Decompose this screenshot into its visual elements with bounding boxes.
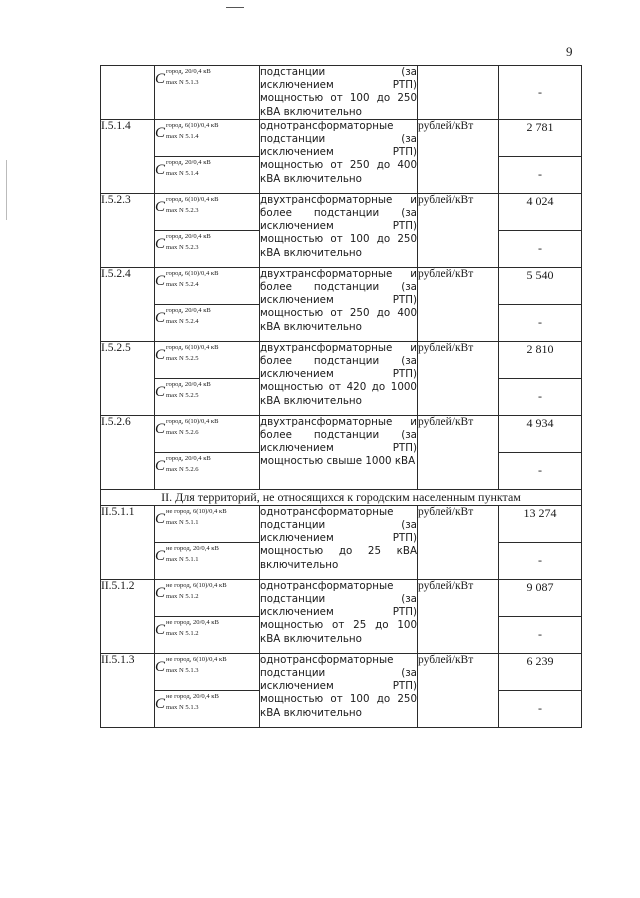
symbol-cell [155,690,260,727]
table-row [101,66,582,120]
row-code: I.5.2.5 [101,341,155,415]
symbol-cell [155,452,260,489]
tariff-symbol: C город, 20/0,4 кВ max N 5.2.4 [155,306,211,326]
value-cell: 13 274 [499,505,582,542]
tariff-symbol: C город, 6(10)/0,4 кВ max N 5.2.3 [155,195,219,215]
symbol-superscript: город, 20/0,4 кВ [166,68,211,75]
description-cell: подстанции (за исключением РТП) мощностью от 100 до 250 кВА включительно [260,66,417,118]
description-cell: однотрансформаторные подстанции (за исключением РТП) мощностью от 100 до 250 кВА включительно [260,653,418,727]
symbol-subscript: max N 5.2.4 [166,280,199,288]
table-row [101,579,582,616]
description-cell: однотрансформаторные подстанции (за исключением РТП) мощностью от 250 до 400 кВА включительно [260,119,418,193]
symbol-superscript: город, 20/0,4 кВ [166,380,211,388]
description-cell: двухтрансформаторные и более подстанции (за исключением РТП) мощностью от 420 до 1000 кВА включительно [260,341,418,415]
tariff-table [100,65,582,728]
tariff-symbol: C город, 20/0,4 кВ max N 5.2.5 [155,380,211,400]
tariff-symbol: C город, 6(10)/0,4 кВ max N 5.2.6 [155,417,219,437]
value-cell: 2 781 [499,119,582,156]
value-cell: 5 540 [499,267,582,304]
value-cell: - [499,542,582,579]
symbol-subscript: max N 5.1.4 [166,169,199,177]
symbol-cell [155,119,260,156]
tariff-symbol: C не город, 20/0,4 кВ max N 5.1.2 [155,618,219,638]
symbol-superscript: город, 20/0,4 кВ [166,232,211,240]
description-cell: двухтрансформаторные и более подстанции (за исключением РТП) мощностью от 100 до 250 кВА включительно [260,193,418,267]
symbol-cell [155,304,260,341]
symbol-subscript: max N 5.1.3 [166,666,199,674]
section-header-row [101,489,582,505]
row-code: II.5.1.2 [101,579,155,653]
symbol-superscript: город, 6(10)/0,4 кВ [166,417,219,425]
symbol-superscript: город, 6(10)/0,4 кВ [166,343,219,351]
page-number: 9 [566,44,573,59]
tariff-symbol: C не город, 6(10)/0,4 кВ max N 5.1.3 [155,655,227,675]
symbol-cell [155,267,260,304]
symbol-subscript: max N 5.1.3 [166,79,199,86]
unit-cell: рублей/кВт [418,341,499,415]
value-cell: - [499,156,582,193]
symbol-subscript: max N 5.1.2 [166,629,199,637]
symbol-cell [155,230,260,267]
value-cell: - [499,452,582,489]
symbol-subscript: max N 5.2.4 [166,317,199,325]
tariff-symbol: C город, 20/0,4 кВ max N 5.1.3 [155,68,211,87]
value-cell: - [499,690,582,727]
symbol-subscript: max N 5.1.3 [166,703,199,711]
symbol-subscript: max N 5.2.6 [166,465,199,473]
description-cell: однотрансформаторные подстанции (за исключением РТП) мощностью до 25 кВА включительно [260,505,418,579]
symbol-subscript: max N 5.1.4 [166,132,199,140]
unit-cell: рублей/кВт [418,267,499,341]
unit-cell: рублей/кВт [418,653,499,727]
tariff-symbol: C не город, 6(10)/0,4 кВ max N 5.1.1 [155,507,227,527]
symbol-cell [155,415,260,452]
symbol-cell [155,193,260,230]
tariff-symbol: C город, 20/0,4 кВ max N 5.2.6 [155,454,211,474]
symbol-subscript: max N 5.2.5 [166,391,199,399]
table-row [101,653,582,690]
row-code: I.5.1.4 [101,119,155,193]
tariff-symbol: C город, 6(10)/0,4 кВ max N 5.1.4 [155,121,219,141]
symbol-cell [155,542,260,579]
symbol-cell [155,505,260,542]
description-cell: двухтрансформаторные и более подстанции (за исключением РТП) мощностью свыше 1000 кВА [260,415,418,489]
unit-cell: рублей/кВт [418,505,499,579]
symbol-superscript: не город, 6(10)/0,4 кВ [166,655,227,663]
symbol-superscript: город, 6(10)/0,4 кВ [166,121,219,129]
symbol-cell [155,341,260,378]
unit-cell: рублей/кВт [418,119,499,193]
symbol-superscript: не город, 20/0,4 кВ [166,692,219,700]
symbol-subscript: max N 5.1.1 [166,518,199,526]
table-row [101,341,582,378]
symbol-superscript: не город, 20/0,4 кВ [166,618,219,626]
description-cell: однотрансформаторные подстанции (за исключением РТП) мощностью от 25 до 100 кВА включительно [260,579,418,653]
value-cell: - [499,304,582,341]
row-code: I.5.2.3 [101,193,155,267]
symbol-subscript: max N 5.2.5 [166,354,199,362]
symbol-subscript: max N 5.1.2 [166,592,199,600]
value-cell: 6 239 [499,653,582,690]
row-code: II.5.1.3 [101,653,155,727]
tariff-symbol: C город, 20/0,4 кВ max N 5.2.3 [155,232,211,252]
symbol-cell [155,616,260,653]
symbol-subscript: max N 5.2.3 [166,243,199,251]
symbol-superscript: не город, 6(10)/0,4 кВ [166,581,227,589]
symbol-subscript: max N 5.2.3 [166,206,199,214]
value-cell: - [499,616,582,653]
unit-cell: рублей/кВт [418,579,499,653]
tariff-symbol: C не город, 20/0,4 кВ max N 5.1.3 [155,692,219,712]
scan-mark-left [6,160,7,220]
symbol-cell [155,66,260,120]
tariff-symbol: C город, 6(10)/0,4 кВ max N 5.2.5 [155,343,219,363]
tariff-symbol: C город, 6(10)/0,4 кВ max N 5.2.4 [155,269,219,289]
symbol-superscript: город, 20/0,4 кВ [166,158,211,166]
row-code: II.5.1.1 [101,505,155,579]
value-cell: 9 087 [499,579,582,616]
unit-cell: рублей/кВт [418,193,499,267]
symbol-cell [155,653,260,690]
symbol-superscript: город, 6(10)/0,4 кВ [166,195,219,203]
table-row [101,415,582,452]
table-row [101,193,582,230]
symbol-cell [155,579,260,616]
value-cell: 4 934 [499,415,582,452]
table-row [101,119,582,156]
symbol-superscript: не город, 6(10)/0,4 кВ [166,507,227,515]
symbol-superscript: город, 20/0,4 кВ [166,454,211,462]
symbol-cell [155,156,260,193]
tariff-symbol: C не город, 20/0,4 кВ max N 5.1.1 [155,544,219,564]
tariff-symbol: C город, 20/0,4 кВ max N 5.1.4 [155,158,211,178]
table-row [101,267,582,304]
unit-cell [418,66,499,120]
description-cell: двухтрансформаторные и более подстанции (за исключением РТП) мощностью от 250 до 400 кВА включительно [260,267,418,341]
symbol-superscript: город, 20/0,4 кВ [166,306,211,314]
unit-cell: рублей/кВт [418,415,499,489]
symbol-cell [155,378,260,415]
section-title: II. Для территорий, не относящихся к городским населенным пунктам [101,489,582,505]
row-code: I.5.2.4 [101,267,155,341]
value-cell: 2 810 [499,341,582,378]
symbol-superscript: город, 6(10)/0,4 кВ [166,269,219,277]
symbol-subscript: max N 5.1.1 [166,555,199,563]
scan-mark-top [226,7,244,8]
value-cell: - [499,66,582,120]
code-cell [101,66,155,120]
symbol-subscript: max N 5.2.6 [166,428,199,436]
tariff-symbol: C не город, 6(10)/0,4 кВ max N 5.1.2 [155,581,227,601]
symbol-superscript: не город, 20/0,4 кВ [166,544,219,552]
value-cell: - [499,378,582,415]
value-cell: - [499,230,582,267]
row-code: I.5.2.6 [101,415,155,489]
table-row [101,505,582,542]
value-cell: 4 024 [499,193,582,230]
